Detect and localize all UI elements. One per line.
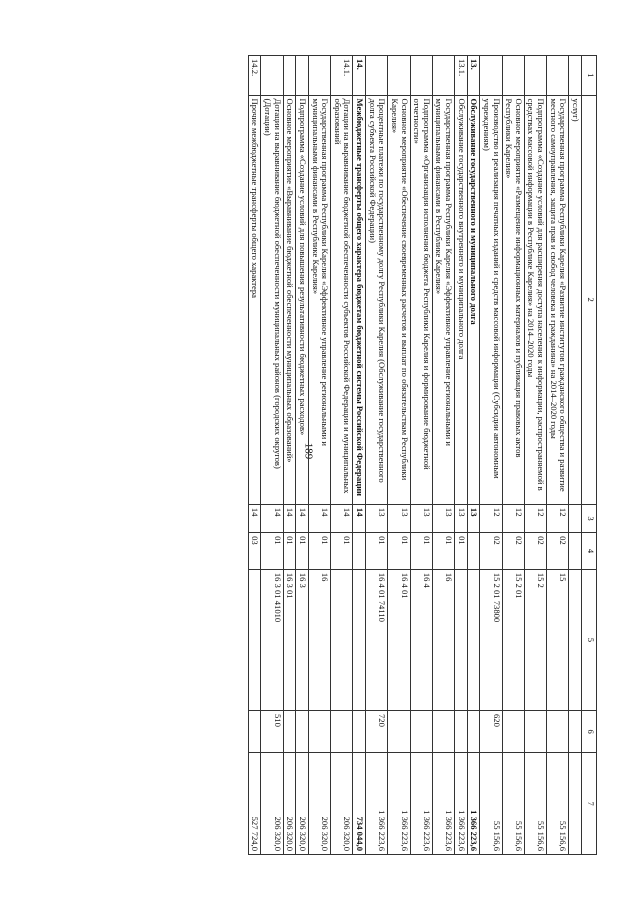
table-row [388,56,410,855]
row-description: Дотации на выравнивание бюджетной обеспеченности субъектов Российской Федерации и муниципальных образований [331,95,353,504]
row-target-article: 16 3 01 41010 [261,569,283,710]
row-expense-type [353,710,366,752]
table-body [248,56,581,855]
row-expense-type: 510 [261,710,283,752]
row-expense-type [455,710,468,752]
row-number [366,56,388,96]
row-amount: 1 366 223,6 [366,753,388,855]
row-description: Подпрограмма «Создание условий для повышения результативности бюджетных расходов» [296,95,309,504]
row-description: Процентные платежи по государственному долгу Республики Карелия (Обслуживание государственного долга субъекта Российской Федерации) [366,95,388,504]
row-subsection [353,533,366,570]
row-description: Межбюджетные трансферты общего характера бюджетам бюджетной системы Российской Федерации [353,95,366,504]
row-expense-type [547,710,569,752]
table-row [309,56,331,855]
table-row [547,56,569,855]
row-subsection: 01 [410,533,432,570]
header-col-4: 4 [582,533,597,570]
row-amount: 1 366 223,6 [410,753,432,855]
row-target-article [248,569,261,710]
row-description: Обслуживание государственного внутреннего и муниципального долга [455,95,468,504]
row-description: Государственная программа Республики Карелия «Эффективное управление региональными и муниципальными финансами в Республике Карелия» [309,95,331,504]
row-amount: 206 320,0 [331,753,353,855]
row-subsection: 02 [480,533,502,570]
row-subsection [467,533,480,570]
row-amount: 734 044,0 [353,753,366,855]
row-number [502,56,524,96]
row-expense-type [388,710,410,752]
row-expense-type [467,710,480,752]
row-number [388,56,410,96]
row-number [309,56,331,96]
row-amount: 1 366 223,6 [432,753,454,855]
row-subsection: 01 [388,533,410,570]
row-section: 12 [480,504,502,532]
row-number [432,56,454,96]
row-target-article: 16 3 [296,569,309,710]
row-section: 13 [410,504,432,532]
row-expense-type [410,710,432,752]
row-section: 14 [283,504,296,532]
row-target-article: 16 [309,569,331,710]
row-description: Основное мероприятие «Размещение информационных материалов и публикация правовых актов Республики Карелия» [502,95,524,504]
row-amount: 1 366 223,6 [467,753,480,855]
row-subsection: 01 [366,533,388,570]
row-target-article [569,569,582,710]
row-amount: 55 156,6 [502,753,524,855]
row-expense-type [331,710,353,752]
row-section: 12 [547,504,569,532]
row-number: 13.1. [455,56,468,96]
row-target-article [331,569,353,710]
row-amount: 55 156,6 [480,753,502,855]
row-amount [569,753,582,855]
row-target-article: 15 2 [524,569,546,710]
row-subsection: 01 [455,533,468,570]
row-subsection: 02 [547,533,569,570]
row-target-article: 16 [432,569,454,710]
row-number [480,56,502,96]
header-col-3: 3 [582,504,597,532]
row-number [524,56,546,96]
table-row [283,56,296,855]
rotated-table-wrapper [97,55,637,855]
table-row [296,56,309,855]
table-row [480,56,502,855]
row-section: 14 [331,504,353,532]
row-expense-type [248,710,261,752]
row-target-article: 16 4 01 [388,569,410,710]
row-target-article: 16 4 01 74110 [366,569,388,710]
row-description: Обслуживание государственного и муниципального долга [467,95,480,504]
row-expense-type [432,710,454,752]
row-subsection: 01 [309,533,331,570]
row-expense-type [502,710,524,752]
row-expense-type [283,710,296,752]
row-amount: 206 320,0 [309,753,331,855]
row-section: 13 [388,504,410,532]
row-subsection: 01 [432,533,454,570]
header-col-7: 7 [582,753,597,855]
row-number: 13. [467,56,480,96]
row-subsection: 02 [502,533,524,570]
row-target-article: 16 4 [410,569,432,710]
budget-table-container [97,55,597,855]
header-col-5: 5 [582,569,597,710]
row-amount: 527 724,0 [248,753,261,855]
row-amount: 206 320,0 [261,753,283,855]
row-section: 13 [366,504,388,532]
budget-table [248,55,597,855]
table-row [366,56,388,855]
table-row [569,56,582,855]
row-description: Прочие межбюджетные трансферты общего характера [248,95,261,504]
row-description: Подпрограмма «Создание условий для расширения доступа населения к информации, распространяемой в средствах массовой информации в Республике Карелия» на 2014–2020 годы [524,95,546,504]
row-expense-type [569,710,582,752]
row-amount: 206 320,0 [296,753,309,855]
row-section: 13 [467,504,480,532]
row-amount: 55 156,6 [524,753,546,855]
table-row [455,56,468,855]
row-number: 14.1. [331,56,353,96]
row-section: 14 [309,504,331,532]
row-section: 13 [455,504,468,532]
table-row [524,56,546,855]
table-row [248,56,261,855]
row-amount: 1 366 223,6 [455,753,468,855]
row-section: 14 [296,504,309,532]
header-row [582,56,597,855]
row-expense-type: 720 [366,710,388,752]
row-subsection: 01 [261,533,283,570]
row-section: 14 [353,504,366,532]
row-section: 12 [502,504,524,532]
page-number: 189 [302,442,315,460]
table-row [331,56,353,855]
row-number: 14.2. [248,56,261,96]
header-col-2: 2 [582,95,597,504]
row-number: 14. [353,56,366,96]
header-col-1: 1 [582,56,597,96]
row-subsection: 02 [524,533,546,570]
row-target-article: 15 2 01 [502,569,524,710]
row-description: Основное мероприятие «Выравнивание бюджетной обеспеченности муниципальных образований» [283,95,296,504]
row-subsection [569,533,582,570]
row-number [261,56,283,96]
row-subsection: 03 [248,533,261,570]
row-number [547,56,569,96]
row-subsection: 01 [283,533,296,570]
row-amount: 206 320,0 [283,753,296,855]
row-target-article: 15 2 01 73800 [480,569,502,710]
row-number [296,56,309,96]
row-amount: 55 156,6 [547,753,569,855]
header-col-6: 6 [582,710,597,752]
row-expense-type [309,710,331,752]
row-description: Основное мероприятие «Обеспечение своевременных расчетов и выплат по обязательствам Республики Карелия» [388,95,410,504]
row-subsection: 01 [296,533,309,570]
row-section: 14 [248,504,261,532]
table-row [261,56,283,855]
row-amount: 1 366 223,6 [388,753,410,855]
row-number [569,56,582,96]
row-target-article: 16 3 01 [283,569,296,710]
row-section [569,504,582,532]
row-description: Производство и реализация печатных изданий и средств массовой информации (Субсидии автономным учреждениям) [480,95,502,504]
row-expense-type: 620 [480,710,502,752]
table-row [467,56,480,855]
row-description: услуг) [569,95,582,504]
table-row [410,56,432,855]
row-description: Государственная программа Республики Карелия «Эффективное управление региональными и муниципальными финансами в Республике Карелия» [432,95,454,504]
table-row [502,56,524,855]
row-target-article: 15 [547,569,569,710]
row-number [410,56,432,96]
table-row [353,56,366,855]
row-description: Государственная программа Республики Карелия «Развитие институтов гражданского общества и развитие местного самоуправления, защита прав и свобод человека и гражданина» на 2014–2020 годы [547,95,569,504]
row-description: Подпрограмма «Организация исполнения бюджета Республики Карелия и формирование бюджетной отчетности» [410,95,432,504]
row-number [283,56,296,96]
row-expense-type [296,710,309,752]
table-row [432,56,454,855]
row-section: 12 [524,504,546,532]
row-target-article [455,569,468,710]
row-subsection: 01 [331,533,353,570]
row-section: 14 [261,504,283,532]
row-section: 13 [432,504,454,532]
row-target-article [353,569,366,710]
row-target-article [467,569,480,710]
row-expense-type [524,710,546,752]
row-description: Дотации на выравнивание бюджетной обеспеченности муниципальных районов (городских округов) (Дотации) [261,95,283,504]
